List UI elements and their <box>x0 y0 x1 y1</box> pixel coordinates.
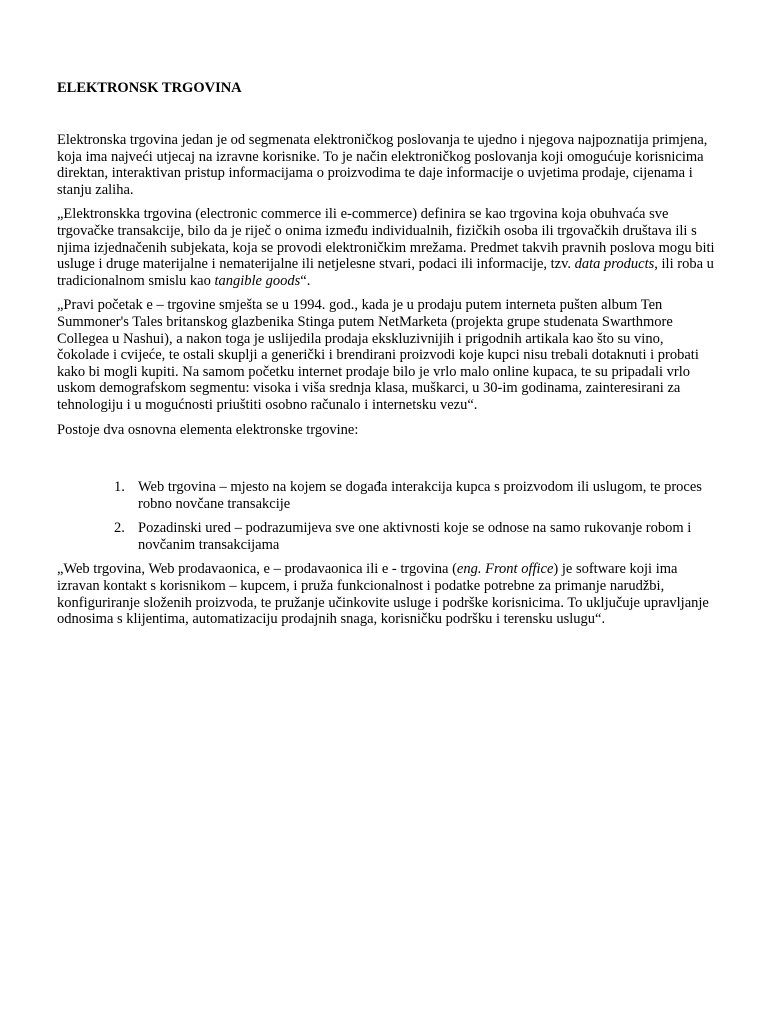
document-page <box>57 79 717 636</box>
document-title: ELEKTRONSK TRGOVINA <box>57 80 242 96</box>
list-item <box>114 479 717 512</box>
list-item-text: Web trgovina – mjesto na kojem se događa interakcija kupca s proizvodom ili uslugom, te proces robno novčane transakcije <box>138 479 702 512</box>
list-item-number: 2. <box>114 520 125 537</box>
list-item <box>114 520 717 553</box>
paragraph-history: „Pravi početak e – trgovine smješta se u 1994. god., kada je u prodaju putem interneta pušten album Ten Summoner's Tales britanskog glazbenika Stinga putem NetMarketa (projekta grupe studenata Swarthmore Collegea u Nashui), a nakon toga je uslijedila prodaja ekskluzivnijih i prigodnih artikala kao što su vino, čokolade i cvijeće, te ostali skuplji a generički i brendirani proizvodi koje kupci nisu trebali dotaknuti i probati kako bi mogli kupiti. Na samom početku internet prodaje bilo je vrlo malo online kupaca, te su pripadali vrlo uskom demografskom segmentu: visoka i viša srednja klasa, muškarci, u 30-im godinama, zainteresirani za tehnologiju i u mogućnosti priuštiti osobno računalo i internetsku vezu“. <box>57 297 699 413</box>
list-item-number: 1. <box>114 479 125 496</box>
paragraph-definition <box>57 206 717 289</box>
paragraph-definition-text-a: „Elektronskka trgovina (electronic commerce ili e-commerce) definira se kao trgovina koja obuhvaća sve trgovačke transakcije, bilo da je riječ o onima između individualnih, fizičkih osoba ili trgovačkih društava ili s njima izjednačenih subjekata, koja se provodi elektroničkim mrežama. Predmet takvih pravnih poslova mogu biti usluge i druge materijalne i nematerijalne ili netjelesne stvari, podaci ili informacije, tzv. <box>57 206 715 273</box>
spacer <box>57 446 717 479</box>
elements-list <box>57 479 717 553</box>
paragraph-web-store <box>57 561 717 627</box>
paragraph-definition-text-b: , ili roba u tradicionalnom smislu kao <box>57 256 714 289</box>
paragraph-web-store-text-b: ) je software koji ima izravan kontakt s korisnikom – kupcem, i pruža funkcionalnost i podatke potrebne za primanje narudžbi, konfiguriranje složenih proizvoda, te pružanje učinkovite usluge i podrške korisnicima. To uključuje upravljanje odnosima s klijentima, automatizaciju prodajnih snaga, korisničku podršku i terensku uslugu“. <box>57 561 709 628</box>
paragraph-elements-intro: Postoje dva osnovna elementa elektronske trgovine: <box>57 421 359 438</box>
paragraph-definition-text-c: “. <box>300 272 311 289</box>
paragraph-definition-em-tangible-goods: tangible goods <box>214 272 301 289</box>
paragraph-web-store-em-front-office: eng. Front office <box>456 561 554 578</box>
list-item-text: Pozadinski ured – podrazumijeva sve one aktivnosti koje se odnose na samo rukovanje robom i novčanim transakcijama <box>138 520 692 553</box>
paragraph-definition-em-data-products: data products <box>574 256 655 273</box>
paragraph-web-store-text-a: „Web trgovina, Web prodavaonica, e – prodavaonica ili e - trgovina ( <box>57 561 457 578</box>
paragraph-intro: Elektronska trgovina jedan je od segmenata elektroničkog poslovanja te ujedno i njegova najpoznatija primjena, koja ima najveći utjecaj na izravne korisnike. To je način elektroničkog poslovanja koji omogućuje korisnicima direktan, interaktivan pristup informacijama o proizvodima te daje informacije o uvjetima prodaje, cijenama i stanju zaliha. <box>57 132 708 198</box>
